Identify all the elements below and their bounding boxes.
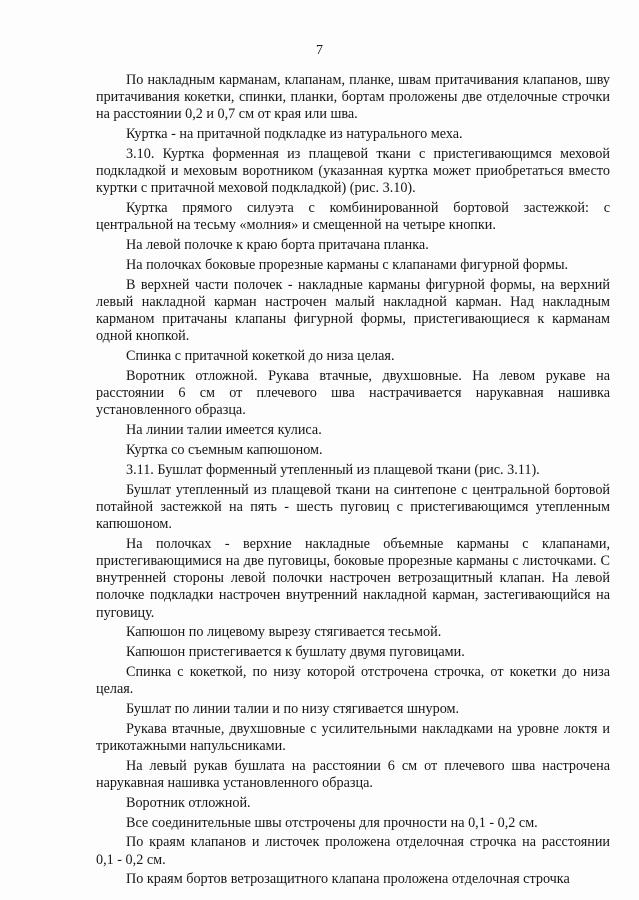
page-number: 7 [316,43,323,58]
paragraph: Бушлат утепленный из плащевой ткани на синтепоне с центральной бортовой потайной застежкой на пять - шесть пуговиц с пристегивающимся утепленным капюшоном. [96,481,610,532]
paragraph: Куртка - на притачной подкладке из натурального меха. [126,126,463,143]
paragraph: Воротник отложной. Рукава втачные, двухшовные. На левом рукаве на расстоянии 6 см от плечевого шва настрачивается нарукавная нашивка установленного образца. [96,368,610,419]
paragraph: Капюшон пристегивается к бушлату двумя пуговицами. [126,644,465,661]
section-heading-3-10: 3.10. Куртка форменная из плащевой ткани с пристегивающимся меховой подкладкой и меховым воротником (указанная куртка может приобретаться вместо куртки с притачной меховой подкладкой) (рис. 3.10). [96,146,610,197]
paragraph: На левой полочке к краю борта притачана планка. [126,237,429,254]
paragraph: По накладным карманам, клапанам, планке, швам притачивания клапанов, шву притачивания кокетки, спинки, планки, бортам проложены две отделочные строчки на расстоянии 0,2 и 0,7 см от края или шва. [96,72,610,123]
paragraph: Все соединительные швы отстрочены для прочности на 0,1 - 0,2 см. [126,814,538,831]
paragraph: Бушлат по линии талии и по низу стягивается шнуром. [126,701,460,717]
paragraph: Воротник отложной. [126,794,251,811]
paragraph: Капюшон по лицевому вырезу стягивается тесьмой. [126,624,442,641]
paragraph: По краям клапанов и листочек проложена отделочная строчка на расстоянии 0,1 - 0,2 см. [96,834,610,868]
paragraph: На левый рукав бушлата на расстоянии 6 см от плечевого шва настрочена нарукавная нашивка установленного образца. [96,757,610,791]
paragraph: Рукава втачные, двухшовные с усилительными накладками на уровне локтя и трикотажными напульсниками. [96,720,610,754]
paragraph: На полочках боковые прорезные карманы с клапанами фигурной формы. [126,257,569,273]
paragraph: На полочках - верхние накладные объемные карманы с клапанами, пристегивающимися на две пуговицы, боковые прорезные карманы с листочками. С внутренней стороны левой полочки настрочен ветрозащитный клапан. На левой полочке подкладки настрочен внутренний накладной карман, застегивающийся на пуговицу. [96,535,610,621]
paragraph: По краям бортов ветрозащитного клапана проложена отделочная строчка [126,871,570,888]
paragraph: Куртка со съемным капюшоном. [126,442,323,458]
paragraph: Спинка с притачной кокеткой до низа целая. [126,348,395,365]
paragraph: На линии талии имеется кулиса. [126,422,322,439]
paragraph: В верхней части полочек - накладные карманы фигурной формы, на верхний левый накладной карман настрочен малый накладной карман. Над накладным карманом притачаны клапаны фигурной формы, пристегивающиеся к карманам одной кнопкой. [96,276,610,345]
section-heading-3-11: 3.11. Бушлат форменный утепленный из плащевой ткани (рис. 3.11). [126,461,540,478]
paragraph: Куртка прямого силуэта с комбинированной бортовой застежкой: с центральной на тесьму «молния» и смещенной на четыре кнопки. [96,200,610,234]
paragraph: Спинка с кокеткой, по низу которой отстрочена строчка, от кокетки до низа целая. [96,664,610,698]
document-body [96,72,610,891]
